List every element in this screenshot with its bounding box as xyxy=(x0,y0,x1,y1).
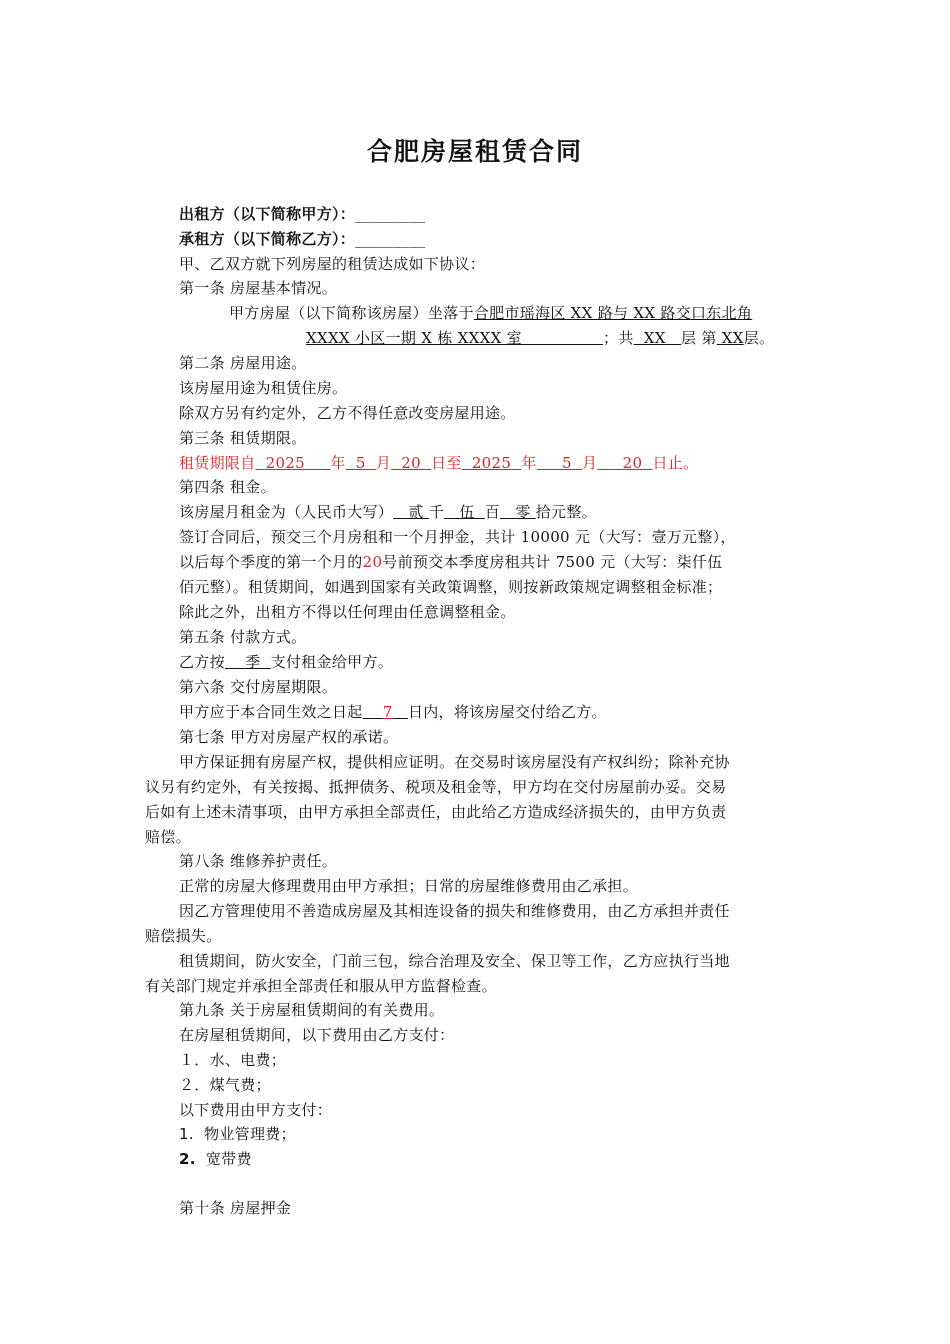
rent-tens-value: 零 xyxy=(515,503,531,521)
lessee-fees-intro: 在房屋租赁期间，以下费用由乙方支付： xyxy=(179,1026,455,1044)
year-label-2: 年 xyxy=(521,454,537,472)
lease-prefix: 租赁期限自 xyxy=(179,454,256,472)
end-month: 5 xyxy=(562,454,572,472)
payment-period: 季 xyxy=(245,653,261,671)
article4-heading: 第四条 租金。 xyxy=(179,478,276,496)
lessor-fee-item-1 xyxy=(179,1124,296,1144)
lessor-fee-text-1: 物业管理费； xyxy=(204,1125,296,1143)
article10-heading: 第十条 房屋押金 xyxy=(179,1199,292,1217)
month-label-2: 月 xyxy=(582,454,598,472)
article8-line1: 正常的房屋大修理费用由甲方承担；日常的房屋维修费用由乙承担。 xyxy=(179,877,639,895)
article7-line4: 赔偿。 xyxy=(145,828,191,846)
deposit-line2 xyxy=(179,552,723,572)
article7-line2: 议另有约定外，有关按揭、抵押债务、税项及租金等，甲方均在交付房屋前办妥。交易 xyxy=(145,778,727,796)
address-part1: 合肥市瑶海区 XX 路与 XX 路交口东北角 xyxy=(473,304,753,322)
payment-suffix: 支付租金给甲方。 xyxy=(270,653,394,671)
payment-prefix: 乙方按 xyxy=(179,653,225,671)
document-title: 合肥房屋租赁合同 xyxy=(366,137,583,166)
article2-p2: 除双方另有约定外，乙方不得任意改变房屋用途。 xyxy=(179,404,516,422)
lessee-line xyxy=(179,229,425,249)
article7-line3: 后如有上述未清事项，由甲方承担全部责任，由此给乙方造成经济损失的，由甲方负责 xyxy=(145,803,727,821)
tens-unit-suffix: 拾元整。 xyxy=(535,503,597,521)
payment-line xyxy=(179,652,393,672)
end-label: 日止。 xyxy=(652,454,699,472)
article8-line5: 有关部门规定并承担全部责任和服从甲方监督检查。 xyxy=(145,977,497,995)
start-year: 2025 xyxy=(265,454,306,472)
monthly-rent-line xyxy=(179,502,597,522)
to-label: 日至 xyxy=(431,454,462,472)
lessee-fee-item-2: ２．煤气费； xyxy=(179,1076,271,1094)
lessor-fee-item-2 xyxy=(179,1149,252,1169)
lessee-blank: _________ xyxy=(355,230,426,248)
article8-heading: 第八条 维修养护责任。 xyxy=(179,852,338,870)
article6-heading: 第六条 交付房屋期限。 xyxy=(179,678,338,696)
end-year: 2025 xyxy=(471,454,512,472)
floor-suffix: 层。 xyxy=(743,329,775,347)
lessee-fee-item-1: １．水、电费； xyxy=(179,1051,287,1069)
intro-text: 甲、乙双方就下列房屋的租赁达成如下协议： xyxy=(179,255,486,273)
lessor-fee-number-1: 1. xyxy=(179,1125,194,1143)
article8-line4: 租赁期间，防火安全，门前三包，综合治理及安全、保卫等工作，乙方应执行当地 xyxy=(179,952,730,970)
start-month: 5 xyxy=(355,454,366,472)
delivery-suffix: 日内，将该房屋交付给乙方。 xyxy=(407,703,607,721)
article8-line3: 赔偿损失。 xyxy=(145,927,222,945)
hundreds-unit: 百 xyxy=(484,503,501,521)
address-part2: XXXX 小区一期 X 栋 XXXX 室 xyxy=(306,329,522,347)
floors-total-label: ；共 xyxy=(603,329,634,347)
lessee-label: 承租方（以下简称乙方）： xyxy=(179,230,356,248)
article8-line2: 因乙方管理使用不善造成房屋及其相连设备的损失和维修费用，由乙方承担并责任 xyxy=(179,902,730,920)
due-suffix: 号前预交本季度房租共计 7500 元（大写：柒仟伍 xyxy=(382,553,723,571)
rent-hundreds-value: 伍 xyxy=(459,503,475,521)
floors-total-value: XX xyxy=(643,329,666,347)
thousands-unit: 千 xyxy=(428,503,445,521)
due-prefix: 以后每个季度的第一个月的 xyxy=(179,553,363,571)
location-prefix: 甲方房屋（以下简称该房屋）坐落于 xyxy=(229,304,474,322)
lessor-fee-number-2: 2. xyxy=(179,1150,196,1168)
lease-period-line xyxy=(179,453,698,473)
delivery-prefix: 甲方应于本合同生效之日起 xyxy=(179,703,363,721)
article9-heading: 第九条 关于房屋租赁期间的有关费用。 xyxy=(179,1001,445,1019)
article2-p1: 该房屋用途为租赁住房。 xyxy=(179,379,348,397)
delivery-days: 7 xyxy=(382,703,393,721)
lessor-fee-text-2: 宽带费 xyxy=(205,1150,252,1168)
deposit-line3: 佰元整）。租赁期间，如遇到国家有关政策调整，则按新政策规定调整租金标准； xyxy=(179,578,723,596)
start-day: 20 xyxy=(401,454,421,472)
delivery-line xyxy=(179,702,607,722)
article7-heading: 第七条 甲方对房屋产权的承诺。 xyxy=(179,728,399,746)
lessor-blank: _________ xyxy=(355,205,426,223)
month-label-1: 月 xyxy=(375,454,392,472)
article1-line2 xyxy=(306,328,774,348)
lessor-fees-intro: 以下费用由甲方支付： xyxy=(179,1101,333,1119)
rent-prefix: 该房屋月租金为（人民币大写） xyxy=(179,503,394,521)
deposit-line1: 签订合同后，预交三个月房租和一个月押金，共计 10000 元（大写：壹万元整）， xyxy=(179,528,736,546)
lessor-line xyxy=(179,204,425,224)
lessor-label: 出租方（以下简称甲方）： xyxy=(179,205,356,223)
article7-line1: 甲方保证拥有房屋产权，提供相应证明。在交易时该房屋没有产权纠纷；除补充协 xyxy=(179,753,730,771)
article3-heading: 第三条 租赁期限。 xyxy=(179,429,307,447)
article2-heading: 第二条 房屋用途。 xyxy=(179,354,307,372)
floor-value: XX xyxy=(721,329,744,347)
article1-heading: 第一条 房屋基本情况。 xyxy=(179,279,338,297)
end-day: 20 xyxy=(622,454,643,472)
rent-thousands-value: 贰 xyxy=(408,503,424,521)
due-day: 20 xyxy=(362,553,383,571)
year-label-1: 年 xyxy=(330,454,346,472)
article1-line1 xyxy=(229,303,752,323)
deposit-line4: 除此之外，出租方不得以任何理由任意调整租金。 xyxy=(179,603,516,621)
floor-label: 层 第 xyxy=(680,329,717,347)
article5-heading: 第五条 付款方式。 xyxy=(179,628,307,646)
